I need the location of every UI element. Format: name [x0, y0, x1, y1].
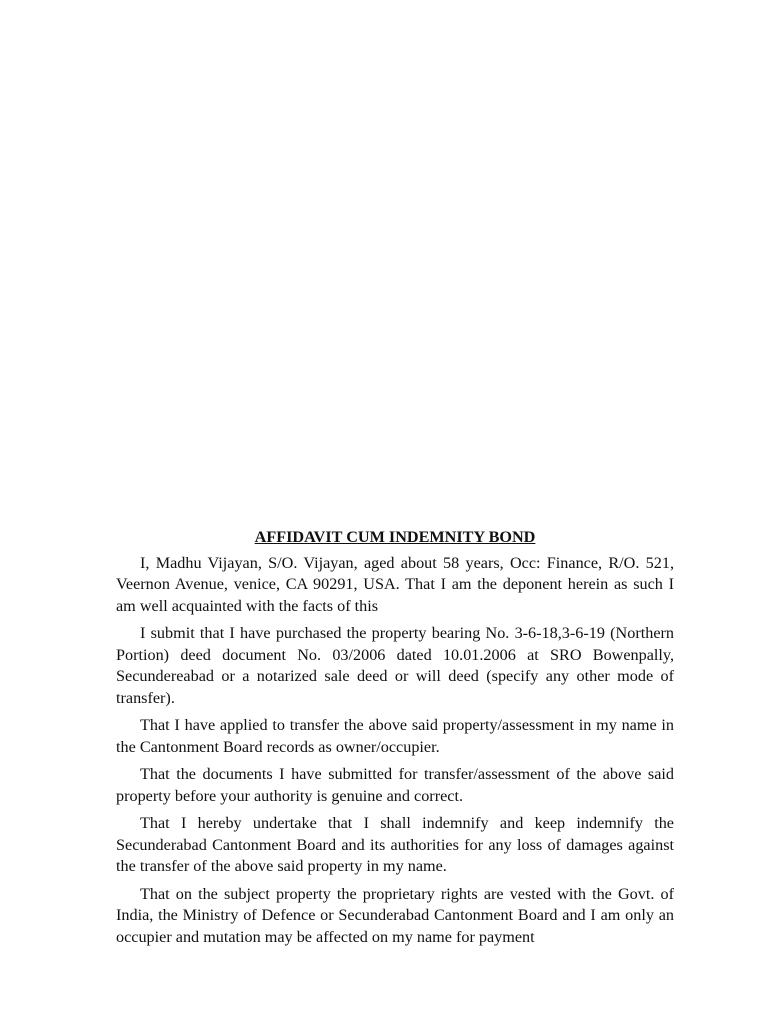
paragraph-documents-genuine: That the documents I have submitted for transfer/assessment of the above said property before your authority is genuine and correct. [116, 765, 674, 805]
paragraph-deponent-identity: I, Madhu Vijayan, S/O. Vijayan, aged about 58 years, Occ: Finance, R/O. 521, Veernon Avenue, venice, CA 90291, USA. That I am the deponent herein as such I am well acquainted with the facts of this [116, 553, 674, 615]
paragraph-property-purchase: I submit that I have purchased the property bearing No. 3-6-18,3-6-19 (Northern Portion) deed document No. 03/2006 dated 10.01.2006 at SRO Bowenpally, Secundereabad or a notarized sale deed or will deed (specify any other mode of transfer). [116, 624, 674, 707]
paragraph-indemnity-undertaking: That I hereby undertake that I shall indemnify and keep indemnify the Secunderabad Cantonment Board and its authorities for any loss of damages against the transfer of the above said property in my name. [116, 814, 674, 875]
document-title: AFFIDAVIT CUM INDEMNITY BOND [254, 528, 536, 546]
document-body [116, 527, 674, 954]
paragraph-transfer-application: That I have applied to transfer the above said property/assessment in my name in the Cantonment Board records as owner/occupier. [116, 716, 674, 756]
paragraph-proprietary-rights: That on the subject property the proprietary rights are vested with the Govt. of India, the Ministry of Defence or Secunderabad Cantonment Board and I am only an occupier and mutation may be affected on my name for payment [116, 884, 674, 946]
